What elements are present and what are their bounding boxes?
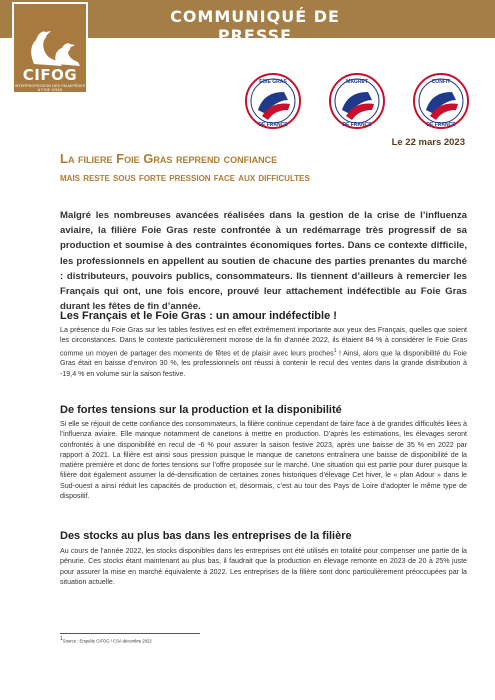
svg-text:FOIE GRAS: FOIE GRAS [259, 79, 287, 85]
page-header-title: COMMUNIQUÉ DE PRESSE [170, 7, 340, 45]
section-heading-2: De fortes tensions sur la production et la disponibilité [60, 404, 342, 416]
duck-goose-icon [20, 24, 84, 68]
logo-tagline: INTERPROFESSION DES PALMIPÈDES À FOIE GRAS [14, 84, 86, 92]
cifog-logo [12, 2, 88, 94]
headline-line-2: mais reste sous forte pression face aux difficultes [60, 172, 310, 184]
press-release-date: Le 22 mars 2023 [391, 137, 465, 148]
section-body-3: Au cours de l’année 2022, les stocks disponibles dans les entreprises ont été utilisés en totalité pour compenser une partie de la pénurie. Ces stocks étant maintenant au plus bas, il faudrait que la production en élevage remonte en 2023 de 20 à 25% juste pour assurer la mise en marché équivalente à 2022. Les entreprises de la filière sont donc particulièrement préoccupées par la situation actuelle. [60, 547, 467, 586]
footnote-ref: 1 [333, 347, 337, 354]
svg-text:DE FRANCE: DE FRANCE [342, 122, 372, 128]
foie-gras-de-france-seal-icon [244, 70, 302, 136]
footnote: $^1$Source : Enquête CIFOG / CSA décembre 2022 [60, 636, 152, 644]
magret-de-france-seal-icon [328, 70, 386, 136]
section-body-2: Si elle se réjouit de cette confiance des consommateurs, la filière continue cependant de faire face à de grandes difficultés liées à l’influenza aviaire. Elle manque notamment de canetons à mettre en production. D’après les estimations, les élevages seront confrontés à une disponibilité en recul de -6 % pour assurer la saison festive 2023, après une baisse de 35 % en 2022 par rapport à 2021. La filière est ainsi sous pression puisque le manque de canetons entraînera une baisse de disponibilité de la matière première et donc de fortes tensions sur l’offre proposée sur le marché. Une situation qui est partie pour durer puisque la filière doit également assumer la dé-densification de certaines zones historiques d’élevage Cet hiver, le « plan Adour » dans le Sud-ouest a ainsi réduit les capacités de production et, désormais, c’est au tour des Pays de Loire d’adopter le même type de dispositif. [60, 420, 467, 501]
section-heading-3: Des stocks au plus bas dans les entreprises de la filière [60, 530, 352, 542]
confit-de-france-seal-icon [412, 70, 470, 136]
headline-line-1: La filiere Foie Gras reprend confiance [60, 151, 278, 166]
svg-text:DE FRANCE: DE FRANCE [258, 122, 288, 128]
svg-text:DE FRANCE: DE FRANCE [426, 122, 456, 128]
footnote-divider [60, 633, 200, 634]
svg-text:MAGRET: MAGRET [346, 79, 368, 85]
section-heading-1: Les Français et le Foie Gras : un amour indéfectible ! [60, 310, 337, 322]
svg-text:CONFIT: CONFIT [431, 79, 451, 85]
logo-wordmark: CIFOG [22, 66, 78, 84]
section-body-1: La présence du Foie Gras sur les tables festives est en effet extrêmement importante aux yeux des Français, quelles que soient les circonstances. Dans le contexte particulièrement morose de la fin d’année 2022, ils étaient 84 % à considérer le Foie Gras comme un moyen de partager des moments de fêtes et de plaisir avec leurs proches$^1$ ! Ainsi, alors que la disponibilité du Foie Gras était en baisse d’environ 30 %, les professionnels ont réussi à contenir le recul des ventes dans la grande distribution à -19,4 % en volume sur la saison festive. [60, 326, 468, 378]
lead-paragraph: Malgré les nombreuses avancées réalisées dans la gestion de la crise de l’influenza aviaire, la filière Foie Gras reste confrontée à un redémarrage très progressif de sa production et soumise à des contraintes économiques fortes. Dans ce contexte difficile, les professionnels en appellent au soutien de chacune des parties prenantes du marché : distributeurs, pouvoirs publics, consommateurs. Ils tiennent d’ailleurs à remercier les Français qui ont, une fois encore, prouvé leur attachement indéfectible au Foie Gras durant les fêtes de fin d’année. [60, 210, 467, 313]
